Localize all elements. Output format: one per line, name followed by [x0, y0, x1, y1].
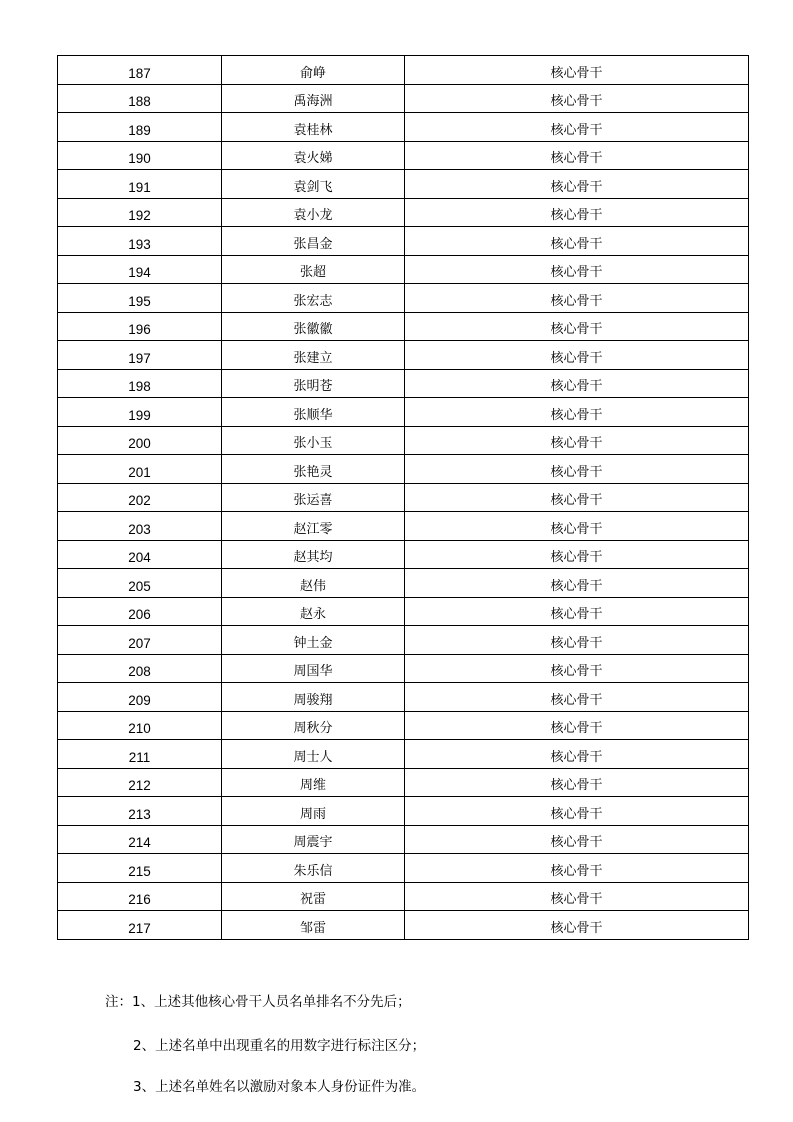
table-row	[58, 683, 749, 712]
row-name: 张艳灵	[222, 455, 405, 484]
row-name: 钟土金	[222, 626, 405, 655]
row-role: 核心骨干	[405, 768, 749, 797]
row-name: 赵永	[222, 597, 405, 626]
table-row	[58, 740, 749, 769]
row-number: 213	[58, 797, 222, 826]
row-number: 205	[58, 569, 222, 598]
table-row	[58, 170, 749, 199]
row-role: 核心骨干	[405, 711, 749, 740]
row-name: 张超	[222, 255, 405, 284]
table-row	[58, 825, 749, 854]
row-name: 张建立	[222, 341, 405, 370]
table-row	[58, 341, 749, 370]
row-name: 赵伟	[222, 569, 405, 598]
table-row	[58, 426, 749, 455]
row-role: 核心骨干	[405, 84, 749, 113]
row-name: 张徽徽	[222, 312, 405, 341]
row-name: 周震宇	[222, 825, 405, 854]
table-row	[58, 483, 749, 512]
row-role: 核心骨干	[405, 854, 749, 883]
row-name: 周雨	[222, 797, 405, 826]
table-row	[58, 569, 749, 598]
row-role: 核心骨干	[405, 312, 749, 341]
row-number: 194	[58, 255, 222, 284]
row-number: 209	[58, 683, 222, 712]
table-row	[58, 284, 749, 313]
row-name: 袁火娣	[222, 141, 405, 170]
row-role: 核心骨干	[405, 569, 749, 598]
row-number: 198	[58, 369, 222, 398]
row-name: 张小玉	[222, 426, 405, 455]
row-role: 核心骨干	[405, 369, 749, 398]
row-role: 核心骨干	[405, 740, 749, 769]
row-role: 核心骨干	[405, 141, 749, 170]
row-name: 周维	[222, 768, 405, 797]
row-role: 核心骨干	[405, 540, 749, 569]
row-role: 核心骨干	[405, 626, 749, 655]
row-name: 袁桂林	[222, 113, 405, 142]
row-role: 核心骨干	[405, 654, 749, 683]
roster-table-body	[58, 56, 749, 940]
row-role: 核心骨干	[405, 255, 749, 284]
table-row	[58, 597, 749, 626]
row-name: 赵其均	[222, 540, 405, 569]
row-number: 211	[58, 740, 222, 769]
note-2: 2、上述名单中出现重名的用数字进行标注区分；	[133, 1038, 426, 1054]
row-name: 俞峥	[222, 56, 405, 85]
row-name: 周秋分	[222, 711, 405, 740]
table-row	[58, 84, 749, 113]
table-row	[58, 854, 749, 883]
table-row	[58, 768, 749, 797]
row-role: 核心骨干	[405, 113, 749, 142]
table-row	[58, 255, 749, 284]
row-role: 核心骨干	[405, 284, 749, 313]
row-role: 核心骨干	[405, 683, 749, 712]
note-1: 注：1、上述其他核心骨干人员名单排名不分先后；	[105, 994, 411, 1010]
table-row	[58, 711, 749, 740]
table-row	[58, 369, 749, 398]
row-role: 核心骨干	[405, 341, 749, 370]
row-name: 张运喜	[222, 483, 405, 512]
row-name: 张宏志	[222, 284, 405, 313]
row-number: 187	[58, 56, 222, 85]
row-role: 核心骨干	[405, 597, 749, 626]
row-name: 朱乐信	[222, 854, 405, 883]
row-number: 201	[58, 455, 222, 484]
row-number: 212	[58, 768, 222, 797]
row-number: 210	[58, 711, 222, 740]
row-role: 核心骨干	[405, 170, 749, 199]
row-number: 215	[58, 854, 222, 883]
row-number: 200	[58, 426, 222, 455]
table-row	[58, 141, 749, 170]
row-role: 核心骨干	[405, 227, 749, 256]
row-number: 214	[58, 825, 222, 854]
row-role: 核心骨干	[405, 198, 749, 227]
note-3: 3、上述名单姓名以激励对象本人身份证件为准。	[133, 1079, 426, 1095]
row-number: 190	[58, 141, 222, 170]
row-role: 核心骨干	[405, 797, 749, 826]
row-number: 206	[58, 597, 222, 626]
row-role: 核心骨干	[405, 398, 749, 427]
row-number: 217	[58, 911, 222, 940]
table-row	[58, 911, 749, 940]
row-number: 208	[58, 654, 222, 683]
table-row	[58, 398, 749, 427]
row-number: 188	[58, 84, 222, 113]
table-row	[58, 540, 749, 569]
table-row	[58, 455, 749, 484]
table-row	[58, 198, 749, 227]
row-number: 193	[58, 227, 222, 256]
row-name: 周国华	[222, 654, 405, 683]
row-name: 周士人	[222, 740, 405, 769]
row-name: 祝雷	[222, 882, 405, 911]
row-number: 196	[58, 312, 222, 341]
row-name: 赵江零	[222, 512, 405, 541]
row-number: 197	[58, 341, 222, 370]
row-number: 195	[58, 284, 222, 313]
row-number: 207	[58, 626, 222, 655]
roster-table	[57, 55, 749, 940]
row-number: 216	[58, 882, 222, 911]
row-number: 192	[58, 198, 222, 227]
row-role: 核心骨干	[405, 483, 749, 512]
table-row	[58, 312, 749, 341]
row-name: 周骏翔	[222, 683, 405, 712]
row-number: 189	[58, 113, 222, 142]
row-name: 禹海洲	[222, 84, 405, 113]
row-name: 袁剑飞	[222, 170, 405, 199]
table-row	[58, 56, 749, 85]
row-role: 核心骨干	[405, 455, 749, 484]
row-name: 张顺华	[222, 398, 405, 427]
row-name: 邹雷	[222, 911, 405, 940]
row-number: 191	[58, 170, 222, 199]
row-role: 核心骨干	[405, 426, 749, 455]
table-row	[58, 512, 749, 541]
row-role: 核心骨干	[405, 882, 749, 911]
table-row	[58, 654, 749, 683]
table-row	[58, 882, 749, 911]
row-role: 核心骨干	[405, 825, 749, 854]
row-number: 204	[58, 540, 222, 569]
row-name: 张明苍	[222, 369, 405, 398]
row-number: 203	[58, 512, 222, 541]
row-role: 核心骨干	[405, 56, 749, 85]
table-row	[58, 797, 749, 826]
table-row	[58, 626, 749, 655]
row-number: 199	[58, 398, 222, 427]
table-row	[58, 227, 749, 256]
table-row	[58, 113, 749, 142]
row-number: 202	[58, 483, 222, 512]
row-name: 张昌金	[222, 227, 405, 256]
row-name: 袁小龙	[222, 198, 405, 227]
row-role: 核心骨干	[405, 512, 749, 541]
row-role: 核心骨干	[405, 911, 749, 940]
